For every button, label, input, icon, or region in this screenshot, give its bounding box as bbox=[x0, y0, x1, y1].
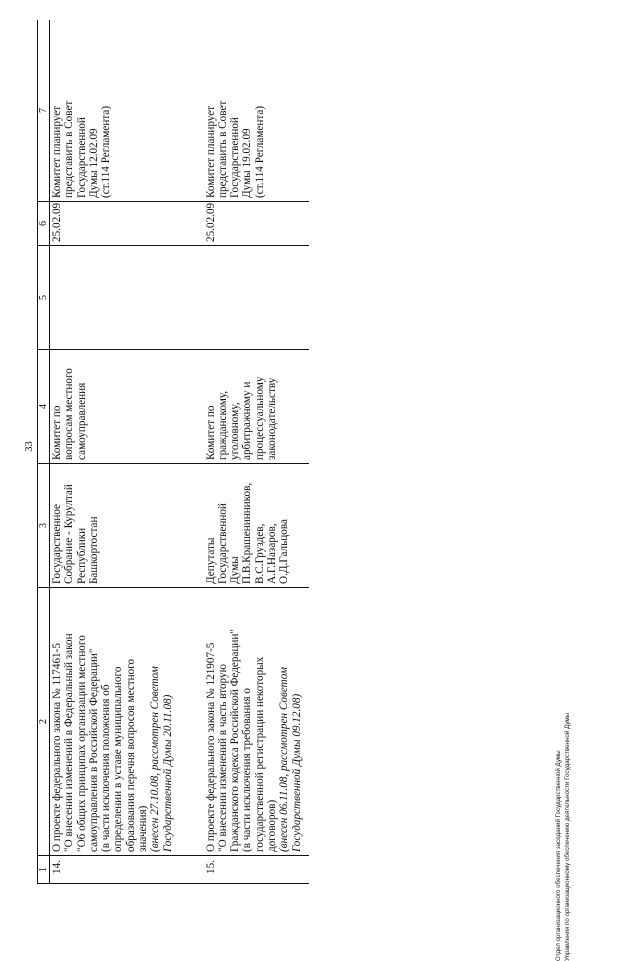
text-line: А.Г.Назаров, bbox=[265, 523, 278, 584]
header-col-6: 6 bbox=[38, 202, 50, 246]
text-line: Республики bbox=[75, 527, 88, 584]
rotated-table-container bbox=[37, 20, 309, 884]
status-cell bbox=[204, 20, 310, 202]
table-row bbox=[50, 20, 204, 884]
text-line: Думы 19.02.09 bbox=[241, 128, 254, 198]
text-line: (в части исключения положения об bbox=[100, 684, 113, 852]
empty-cell bbox=[50, 246, 204, 350]
text-line: вопросам местного bbox=[63, 368, 76, 460]
status-cell bbox=[50, 20, 204, 202]
text-line: Государственное bbox=[51, 503, 63, 584]
text-line: Государственной bbox=[216, 503, 229, 584]
text-line: уголовному, bbox=[229, 402, 242, 460]
text-line: Комитет планирует bbox=[51, 105, 63, 198]
text-line: (в части исключения требования о bbox=[241, 688, 254, 852]
date-cell: 25.02.09 bbox=[204, 202, 310, 246]
footer-line-2: Управления по организационному обеспечению деятельности Государственной Думы bbox=[564, 712, 571, 961]
row-number: 14. bbox=[50, 856, 204, 884]
bills-table bbox=[37, 20, 309, 884]
text-line: образования перечня вопросов местного bbox=[124, 658, 137, 852]
bill-title-cell bbox=[204, 588, 310, 856]
header-col-7: 7 bbox=[38, 20, 50, 202]
text-line: представить в Совет bbox=[63, 100, 76, 198]
committee-cell bbox=[204, 350, 310, 464]
text-line: "Об общих принципах организации местного bbox=[75, 635, 88, 852]
text-line: значения) bbox=[137, 805, 150, 852]
bill-note-line: (внесен 27.10.08, рассмотрен Советом bbox=[149, 666, 162, 852]
text-line: Комитет планирует bbox=[204, 105, 217, 198]
text-line: Комитет по bbox=[204, 405, 217, 460]
text-line: О проекте федерального закона № 117461-5 bbox=[51, 643, 63, 852]
committee-cell bbox=[50, 350, 204, 464]
footer-line-1: Отдел организационного обеспечения заседаний Государственной Думы bbox=[555, 750, 562, 961]
row-number: 15. bbox=[204, 856, 310, 884]
empty-cell bbox=[204, 246, 310, 350]
text-line: государственной регистрации некоторых bbox=[253, 656, 266, 852]
text-line: Гражданского кодекса Российской Федерации" bbox=[229, 629, 242, 852]
text-line: (ст.114 Регламента) bbox=[253, 105, 266, 198]
text-line: О.Д.Гальцова bbox=[278, 519, 291, 584]
header-col-5: 5 bbox=[38, 246, 50, 350]
text-line: гражданскому, bbox=[216, 390, 229, 460]
table-row bbox=[204, 20, 310, 884]
text-line: О проекте федерального закона № 121907-5 bbox=[204, 642, 217, 852]
header-col-1: 1 bbox=[38, 856, 50, 884]
header-col-2: 2 bbox=[38, 588, 50, 856]
text-line: Думы bbox=[229, 556, 242, 584]
text-line: "О внесении изменений в Федеральный закон bbox=[63, 633, 76, 852]
text-line: договоров) bbox=[265, 799, 278, 852]
bill-title-cell bbox=[50, 588, 204, 856]
header-col-3: 3 bbox=[38, 464, 50, 588]
text-line: В.С.Груздев, bbox=[253, 523, 266, 584]
date-cell: 25.02.09 bbox=[50, 202, 204, 246]
bill-note-line: Государственной Думы 20.11.08) bbox=[161, 694, 174, 852]
footer-department bbox=[554, 591, 586, 961]
text-line: законодательству bbox=[265, 377, 278, 460]
initiator-cell bbox=[50, 464, 204, 588]
text-line: Башкортостан bbox=[87, 516, 100, 584]
text-line: Государственной bbox=[229, 117, 242, 198]
text-line: арбитражному и bbox=[241, 381, 254, 460]
bill-note-line: Государственной Думы 09.12.08) bbox=[290, 693, 303, 852]
text-line: представить в Совет bbox=[216, 100, 229, 198]
text-line: определении в уставе муниципального bbox=[112, 666, 125, 852]
text-line: П.В.Крашенинников, bbox=[241, 482, 254, 584]
text-line: самоуправления bbox=[75, 382, 88, 460]
text-line: Собрание - Курултай bbox=[63, 484, 76, 584]
table-header-row bbox=[38, 20, 50, 884]
bill-note-line: (внесен 06.11.08, рассмотрен Советом bbox=[278, 666, 291, 852]
text-line: Комитет по bbox=[51, 405, 63, 460]
text-line: Думы 12.02.09 bbox=[87, 128, 100, 198]
text-line: самоуправления в Российской Федерации" bbox=[87, 648, 100, 852]
text-line: (ст.114 Регламента) bbox=[100, 105, 113, 198]
text-line: процессуальному bbox=[253, 376, 266, 460]
text-line: Депутаты bbox=[204, 537, 217, 584]
text-line: "О внесении изменений в часть вторую bbox=[216, 664, 229, 852]
text-line: Государственной bbox=[75, 117, 88, 198]
table-rotated-frame bbox=[37, 20, 309, 884]
page-number: 33 bbox=[24, 441, 35, 452]
header-col-4: 4 bbox=[38, 350, 50, 464]
initiator-cell bbox=[204, 464, 310, 588]
